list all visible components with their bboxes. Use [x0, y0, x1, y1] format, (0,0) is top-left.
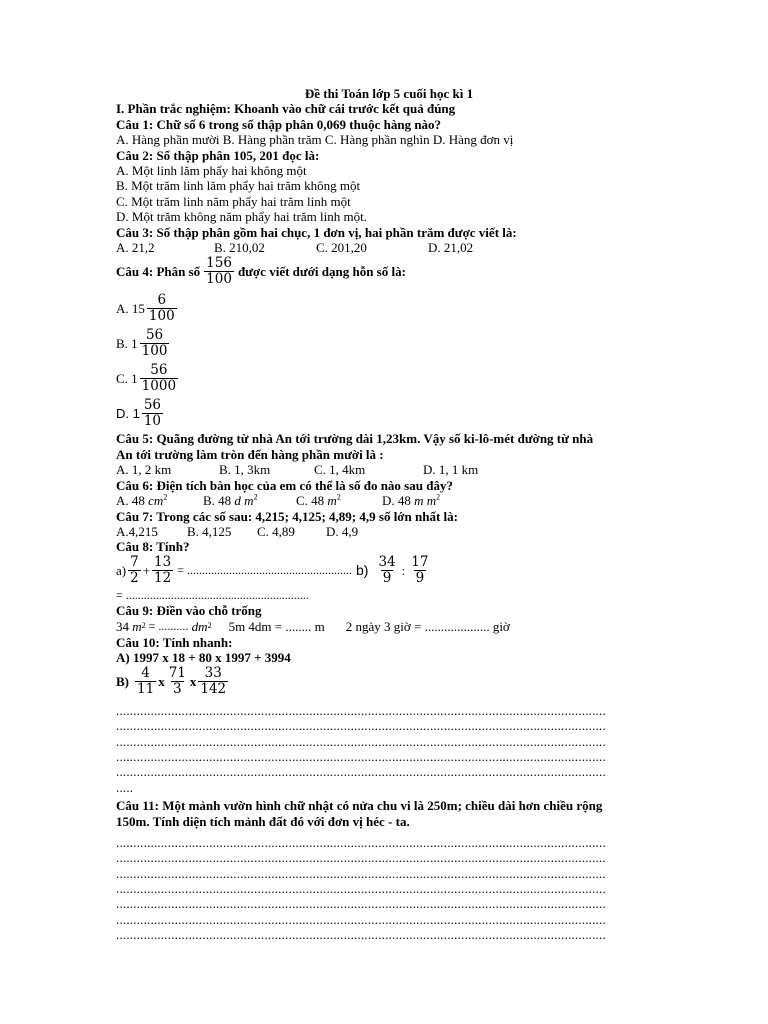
question-2-option-c: C. Một trăm linh năm phẩy hai trăm linh một: [116, 193, 351, 209]
fraction-numerator: 33: [204, 664, 222, 681]
question-7-option-a: A.4,215: [116, 523, 158, 539]
fraction-denominator: 11: [137, 680, 155, 697]
option-fraction: [142, 398, 163, 429]
question-1-options: A. Hàng phần mười B. Hàng phần trăm C. Hàng phần nghìn D. Hàng đơn vị: [116, 132, 514, 148]
question-11-label-line1: Câu 11: Một mảnh vườn hình chữ nhật có nửa chu vi là 250m; chiều dài hơn chiều rộng: [116, 798, 603, 814]
option-fraction: [140, 328, 170, 359]
plus-sign: +: [142, 562, 151, 578]
question-7-options: [116, 524, 652, 539]
question-4-label-post: được viết dưới dạng hỗn số là:: [237, 264, 406, 280]
question-5-option-c: C. 1, 4km: [314, 462, 366, 478]
question-3-label: Câu 3: Số thập phân gồm hai chục, 1 đơn vị, hai phần trăm được viết là:: [116, 224, 517, 240]
answer-line: ..............................................................................................................................................: [116, 896, 606, 912]
question-4-label-pre: Câu 4: Phân số: [116, 264, 201, 280]
answer-blank-b: = .............................................................: [116, 587, 309, 602]
question-3-options: [116, 240, 652, 255]
multiply-sign: x: [189, 673, 197, 689]
answer-line: ..............................................................................................................................................: [116, 702, 606, 718]
part-a-prefix: a): [116, 562, 127, 578]
question-4-option-d: [116, 398, 652, 429]
question-3-option-d: D. 21,02: [428, 240, 474, 256]
answer-line: ..............................................................................................................................................: [116, 834, 606, 850]
fraction-numerator: 13: [154, 553, 172, 570]
answer-line: ..............................................................................................................................................: [116, 733, 606, 749]
item-1-unit: m: [132, 618, 142, 634]
question-10-part-b: [116, 666, 652, 697]
question-7-option-c: C. 4,89: [257, 523, 295, 539]
answer-line-short: .....: [116, 779, 134, 795]
fraction-numerator: 4: [141, 664, 150, 681]
item-1-blank: = ..........: [148, 618, 189, 633]
question-2-label: Câu 2: Số thập phân 105, 201 đọc là:: [116, 147, 320, 163]
question-3-option-c: C. 201,20: [316, 240, 367, 256]
fraction-numerator: 6: [157, 292, 167, 309]
question-4-fraction: [204, 256, 234, 287]
fraction: [128, 555, 141, 586]
fraction-denominator: 3: [172, 680, 182, 697]
item-2: 5m 4dm = ........ m: [228, 618, 325, 634]
item-1-value: 34: [116, 618, 129, 634]
question-2-option-a: A. Một linh lăm phẩy hai không một: [116, 163, 307, 179]
fraction-denominator: 100: [206, 271, 232, 288]
fraction-denominator: 142: [200, 680, 227, 697]
question-5-option-b: B. 1, 3km: [219, 462, 271, 478]
question-6-option-b: B. 48 d $m^2$: [203, 492, 258, 509]
fraction: [152, 555, 173, 586]
answer-line: ..............................................................................................................................................: [116, 865, 606, 881]
question-5-option-d: D. 1, 1 km: [423, 462, 479, 478]
question-9-label: Câu 9: Điền vào chỗ trống: [116, 603, 262, 619]
fraction-denominator: 9: [415, 569, 425, 586]
question-10-part-a: A) 1997 x 18 + 80 x 1997 + 3994: [116, 650, 291, 666]
fraction: [198, 666, 228, 697]
fraction-denominator: 100: [141, 343, 168, 360]
question-6-option-d: D. 48 m $m^2$: [382, 492, 441, 509]
question-2-option-d: D. Một trăm không năm phẩy hai trăm linh một.: [116, 209, 367, 225]
fraction-denominator: 100: [148, 308, 175, 325]
division-sign: :: [401, 562, 406, 578]
fraction: [376, 555, 397, 586]
fraction-denominator: 1000: [141, 378, 177, 395]
question-6-option-a: A. 48 $cm^2$: [116, 492, 168, 509]
option-prefix: D. 1: [116, 406, 140, 422]
fraction-denominator: 9: [382, 569, 392, 586]
question-5-label-line1: Câu 5: Quãng đường từ nhà An tới trường dài 1,23km. Vậy số ki-lô-mét đường từ nhà: [116, 431, 594, 447]
question-1-label: Câu 1: Chữ số 6 trong số thập phân 0,069 thuộc hàng nào?: [116, 116, 442, 132]
fraction-numerator: 56: [143, 397, 162, 414]
question-6-label: Câu 6: Điện tích bàn học của em có thể là số đo nào sau đây?: [116, 477, 453, 493]
question-6-options: [116, 493, 652, 508]
fraction-numerator: 156: [206, 255, 232, 272]
question-4-option-a: [116, 293, 652, 324]
answer-line: ..............................................................................................................................................: [116, 881, 606, 897]
question-5-options: [116, 462, 652, 477]
question-4-option-b: [116, 328, 652, 359]
answer-blank-a: = .......................................................: [177, 562, 353, 577]
option-prefix: B. 1: [116, 336, 138, 352]
multiply-sign: x: [158, 673, 165, 689]
option-prefix: C. 1: [116, 371, 138, 387]
question-5-label-line2: An tới trường làm tròn đến hàng phần mười là :: [116, 446, 384, 462]
fraction-numerator: 56: [145, 327, 164, 344]
question-10-label: Câu 10: Tính nhanh:: [116, 634, 233, 650]
fraction: [135, 666, 156, 697]
part-b-prefix: B): [116, 673, 129, 689]
question-7-option-d: D. 4,9: [326, 523, 359, 539]
fraction-numerator: 56: [150, 362, 168, 379]
fraction-numerator: 7: [130, 553, 139, 570]
answer-line: ..............................................................................................................................................: [116, 927, 606, 943]
answer-line: ..............................................................................................................................................: [116, 718, 606, 734]
fraction-numerator: 34: [378, 553, 396, 570]
fraction: [167, 666, 188, 697]
question-11-label-line2: 150m. Tính diện tích mảnh đất đó với đơn vị héc - ta.: [116, 813, 410, 829]
question-2-option-b: B. Một trăm linh lăm phẩy hai trăm không một: [116, 178, 361, 194]
exam-page: [116, 86, 652, 943]
answer-line: ..............................................................................................................................................: [116, 764, 606, 780]
section-heading: I. Phần trắc nghiệm: Khoanh vào chữ cái trước kết quả đúng: [116, 101, 456, 117]
fraction-denominator: 10: [143, 413, 162, 430]
question-9-items: 34 m 2 = .......... dm 2 5m 4dm = ........ m 2 ngày 3 giờ = .................... giờ: [116, 618, 510, 634]
answer-line: ..............................................................................................................................................: [116, 748, 606, 764]
answer-line: ..............................................................................................................................................: [116, 850, 606, 866]
question-4-option-c: [116, 363, 652, 394]
question-8-label: Câu 8: Tính?: [116, 539, 190, 555]
fraction-denominator: 2: [130, 569, 139, 586]
fraction-denominator: 12: [154, 569, 172, 586]
answer-line: ..............................................................................................................................................: [116, 911, 606, 927]
part-b-prefix: b): [356, 561, 369, 578]
option-fraction: [147, 293, 177, 324]
question-7-option-b: B. 4,125: [187, 523, 232, 539]
fraction: [409, 555, 430, 586]
question-4-label: [116, 256, 652, 287]
fraction-numerator: 17: [411, 553, 429, 570]
page-title: Đề thi Toán lớp 5 cuối học kì 1: [304, 86, 474, 101]
question-7-label: Câu 7: Trong các số sau: 4,215; 4,125; 4,89; 4,9 số lớn nhất là:: [116, 508, 458, 524]
item-1-unit2: dm: [191, 618, 208, 634]
option-prefix: A. 15: [116, 301, 145, 317]
question-5-option-a: A. 1, 2 km: [116, 462, 172, 478]
item-3: 2 ngày 3 giờ = .................... giờ: [345, 618, 510, 634]
question-8-expression-row: [116, 555, 652, 586]
question-3-option-b: B. 210,02: [214, 240, 265, 256]
question-6-option-c: C. 48 $m^2$: [296, 492, 341, 509]
fraction-numerator: 71: [168, 664, 186, 681]
option-fraction: [140, 363, 178, 394]
question-3-option-a: A. 21,2: [116, 240, 155, 256]
